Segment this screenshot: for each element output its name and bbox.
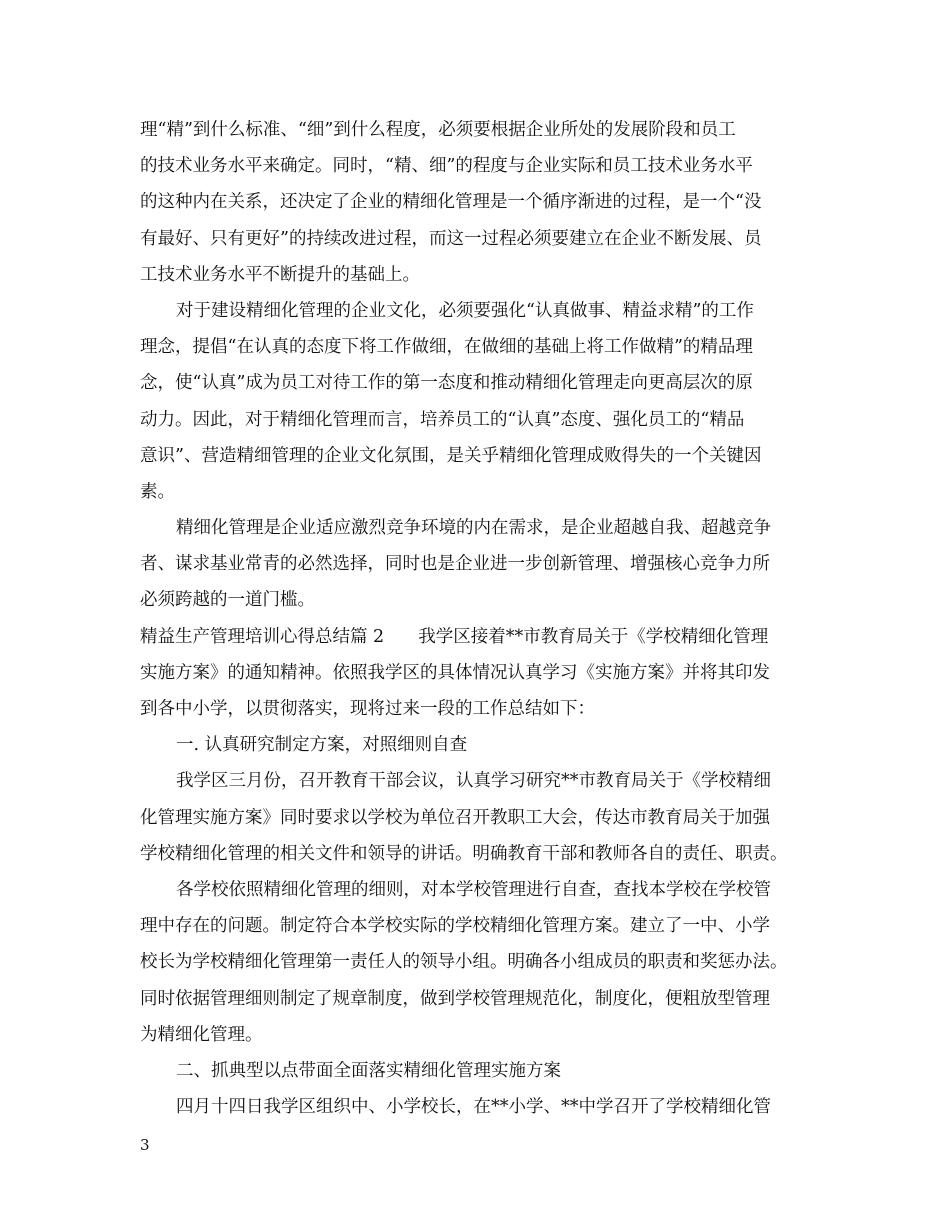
text-line: 四月十四日我学区组织中、小学校长，在**小学、**中学召开了学校精细化管 xyxy=(176,1097,771,1118)
text-line: 各学校依照精细化管理的细则，对本学校管理进行自查，查找本学校在学校管 xyxy=(176,879,771,900)
text-line: 精细化管理是企业适应激烈竞争环境的内在需求，是企业超越自我、超越竞争 xyxy=(176,518,771,539)
text-line: 化管理实施方案》同时要求以学校为单位召开教职工大会，传达市教育局关于加强 xyxy=(140,807,770,828)
body-text xyxy=(140,112,830,1125)
text-line: 校长为学校精细化管理第一责任人的领导小组。明确各小组成员的职责和奖惩办法。 xyxy=(140,952,788,973)
text-line: 同时依据管理细则制定了规章制度，做到学校管理规范化，制度化，便粗放型管理 xyxy=(140,988,770,1009)
text-line: 者、谋求基业常青的必然选择，同时也是企业进一步创新管理、增强核心竞争力所 xyxy=(140,554,770,575)
text-line: 理“精”到什么标准、“细”到什么程度，必须要根据企业所处的发展阶段和员工 xyxy=(140,120,736,140)
text-line: 意识”、营造精细管理的企业文化氛围，是关乎精细化管理成败得失的一个关键因 xyxy=(140,445,762,466)
section-intro: 我学区接着**市教育局关于《学校精细化管理 xyxy=(418,626,769,647)
text-line: 素。 xyxy=(140,481,175,502)
text-line: 实施方案》的通知精神。依照我学区的具体情况认真学习《实施方案》并将其印发 xyxy=(140,662,770,683)
section-title: 精益生产管理培训心得总结篇 2 xyxy=(140,626,385,647)
text-line: 理念，提倡“在认真的态度下将工作做细，在做细的基础上将工作做精”的精品理 xyxy=(140,337,753,358)
text-line: 学校精细化管理的相关文件和领导的讲话。明确教育干部和教师各自的责任、职责。 xyxy=(140,843,788,864)
text-line: 有最好、只有更好”的持续改进过程，而这一过程必须要建立在企业不断发展、员 xyxy=(140,228,762,249)
subheading: 二、抓典型以点带面全面落实精细化管理实施方案 xyxy=(176,1060,561,1081)
text-line: 的这种内在关系，还决定了企业的精细化管理是一个循序渐进的过程，是一个“没 xyxy=(140,192,762,213)
text-line: 工技术业务水平不断提升的基础上。 xyxy=(140,264,420,285)
text-line: 为精细化管理。 xyxy=(140,1024,263,1045)
text-line: 理中存在的问题。制定符合本学校实际的学校精细化管理方案。建立了一中、小学 xyxy=(140,916,770,937)
text-line: 对于建设精细化管理的企业文化，必须要强化“认真做事、精益求精”的工作 xyxy=(176,300,754,321)
text-line: 必须跨越的一道门槛。 xyxy=(140,590,315,611)
text-line: 我学区三月份，召开教育干部会议，认真学习研究**市教育局关于《学校精细 xyxy=(176,771,771,792)
text-line: 的技术业务水平来确定。同时，“精、细”的程度与企业实际和员工技术业务水平 xyxy=(140,156,753,177)
section-heading-line xyxy=(140,619,830,655)
text-line: 念，使“认真”成为员工对待工作的第一态度和推动精细化管理走向更高层次的原 xyxy=(140,373,753,394)
text-line: 到各中小学，以贯彻落实，现将过来一段的工作总结如下： xyxy=(140,699,595,719)
page-number: 3 xyxy=(140,1136,150,1154)
subheading: 一. 认真研究制定方案，对照细则自查 xyxy=(176,735,468,756)
text-line: 动力。因此，对于精细化管理而言，培养员工的“认真”态度、强化员工的“精品 xyxy=(140,409,745,430)
